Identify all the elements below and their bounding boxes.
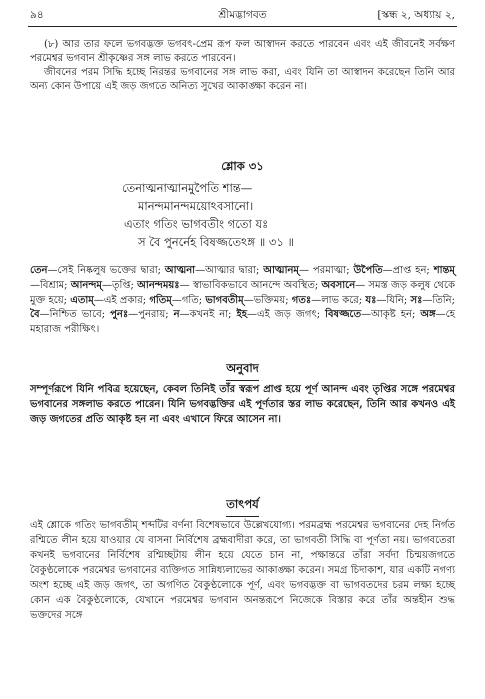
intro-paragraph-1: (৮) আর তার ফলে ভগবদ্ভক্ত ভগবৎ-প্রেম রূপ ফল আস্বাদন করতে পারবেন এবং এই জীবনেই সর্বক্ষণ পরমেশ্বর ভগবান শ্রীকৃষ্ণের সঙ্গ লাভ করতে পারবেন। <box>30 39 455 65</box>
verse-line-1: তেনাত্মনাত্মানমুপৈতি শান্ত— <box>122 181 253 195</box>
synonym-meaning: —গতি; <box>171 294 206 306</box>
verse-line-3: এতাং গতিং ভাগবতীং গতো যঃ <box>124 217 269 231</box>
chapter-reference: [স্কন্ধ ২, অধ্যায় ২, <box>377 9 455 21</box>
purport-text: এই শ্লোকে গতিং ভাগবতীম্ শব্দটির বর্ণনা বিশেষভাবে উল্লেখযোগ্য। পরমব্রহ্ম পরমেশ্বর ভগবানের দেহ নির্গত রশ্মিতে লীন হয়ে যাওয়ার যে বাসনা নির্বিশেষ ব্রহ্মবাদীরা করে, তা ভাগবতী সিদ্ধি বা পূর্ণতা নয়। ভাগবতেরা কখনই ভগবানের নির্বিশেষ রশ্মিচ্ছটায় লীন হয়ে যেতে চান না, পক্ষান্তরে তাঁরা সর্বদা চিন্ময়জগতে বৈকুণ্ঠলোকে পরমেশ্বর ভগবানের ব্যক্তিগত সান্নিধ্যলাভের আকাঙ্ক্ষা করেন। সমগ্র চিদাকাশ, যার একটি নগণ্য অংশ হচ্ছে এই জড় জগৎ, তা অগণিত বৈকুণ্ঠলোকে পূর্ণ, এবং ভগবদ্ভক্ত বা ভাগবতদের চরম লক্ষ্য হচ্ছে কোন এক বৈকুণ্ঠলোকে, যেখানে পরমেশ্বর ভগবান অনন্তরূপে নিজেকে বিস্তার করে তাঁর অন্তহীন শুদ্ধ ভক্তদের সঙ্গে <box>30 520 455 621</box>
synonym-word: পুনঃ <box>110 309 129 321</box>
translation-heading: অনুবাদ <box>0 360 485 381</box>
header-rule <box>28 26 457 27</box>
synonym-word: এতাম্ <box>70 294 94 306</box>
synonym-meaning: —বিশ্রাম; <box>30 279 71 291</box>
synonym-word: সঃ <box>410 294 423 306</box>
synonym-word: যঃ <box>365 294 377 306</box>
synonym-meaning: —তৃপ্তি; <box>101 279 138 291</box>
synonym-meaning: —আকৃষ্ট হন; <box>361 309 421 321</box>
synonym-meaning: —হে মহারাজ পরীক্ষিৎ। <box>30 309 455 336</box>
synonym-meaning: —পুনরায়; <box>128 309 174 321</box>
synonym-meaning: —আত্মার দ্বারা; <box>195 265 264 276</box>
synonym-word: আত্মনা <box>164 265 196 276</box>
synonym-word: উপৈতি <box>353 265 383 276</box>
synonym-word: অঙ্গ <box>420 309 436 321</box>
synonym-word: ইহ <box>236 309 247 321</box>
synonym-word: শান্তম্ <box>433 265 455 276</box>
purport-heading: তাৎপর্য <box>0 496 485 517</box>
intro-paragraph-2: জীবনের পরম সিদ্ধি হচ্ছে নিরন্তর ভগবানের সঙ্গ লাভ করা, এবং যিনি তা আস্বাদন করেছেন তিনি আর অন্য কোন উপায়ে এই জড় জগতে অনিত্য সুখের আকাঙ্ক্ষা করেন না। <box>30 67 455 93</box>
synonym-word: আত্মানম্ <box>263 265 299 276</box>
synonym-meaning: —প্রাপ্ত হন; <box>382 265 434 276</box>
synonym-word: অবসানে <box>321 279 356 291</box>
synonym-word: ন <box>173 309 180 321</box>
verse-heading: শ্লোক ৩১ <box>221 159 264 173</box>
synonym-word: ভাগবতীম্ <box>205 294 244 306</box>
synonym-meaning: — স্বাভাবিকভাবে আনন্দে অবস্থিত; <box>179 279 322 291</box>
synonym-meaning: —লাভ করে; <box>311 294 366 306</box>
synonym-meaning: —যিনি; <box>376 294 411 306</box>
synonym-meaning: —ভক্তিময়; <box>243 294 292 306</box>
synonym-word: আনন্দম্ <box>70 279 102 291</box>
synonym-word: গতঃ <box>291 294 312 306</box>
verse-line-2: মানন্দমানন্দময়োঽবসানো। <box>138 199 254 213</box>
book-title: শ্রীমদ্ভাগবত <box>218 9 267 21</box>
synonym-meaning: — পরমাত্মা; <box>299 265 354 276</box>
synonym-word: আনন্দময়ঃ <box>137 279 180 291</box>
page-number: ৯৪ <box>30 9 44 21</box>
synonym-meaning: —নিশ্চিত ভাবে; <box>39 309 111 321</box>
synonym-word: বিষজ্জতে <box>325 309 362 321</box>
verse-line-4: স বৈ পুনর্নেহ বিষজ্জতেঽঙ্গ ॥ ৩১ ॥ <box>138 235 294 249</box>
synonym-meaning: —এই প্রকার; <box>93 294 150 306</box>
synonym-word: তেন <box>30 265 48 276</box>
synonym-meaning: —কখনই না; <box>179 309 237 321</box>
synonym-word: বৈ <box>30 309 40 321</box>
page-header <box>30 8 455 26</box>
synonym-meaning: —এই জড় জগৎ; <box>247 309 326 321</box>
translation-text: সম্পূর্ণরূপে যিনি পবিত্র হয়েছেন, কেবল তিনিই তাঁর স্বরূপ প্রাপ্ত হয়ে পূর্ণ আনন্দ এবং তৃপ্তির সঙ্গে পরমেশ্বর ভগবানের সঙ্গলাভ করতে পারেন। যিনি ভগবদ্ভক্তির এই পূর্ণতার স্তর লাভ করেছেন, তিনি আর কখনও এই জড় জগতের প্রতি আকৃষ্ট হন না এবং এখানে ফিরে আসেন না। <box>30 384 455 425</box>
synonym-meaning: — সমস্ত জড় কলুষ থেকে মুক্ত হয়ে; <box>30 279 455 306</box>
synonym-meaning: —তিনি; <box>422 294 455 306</box>
synonyms-block <box>30 264 455 338</box>
synonym-meaning: —সেই নিষ্কলুষ ভক্তের দ্বারা; <box>47 265 165 276</box>
synonym-word: গতিম্ <box>149 294 172 306</box>
